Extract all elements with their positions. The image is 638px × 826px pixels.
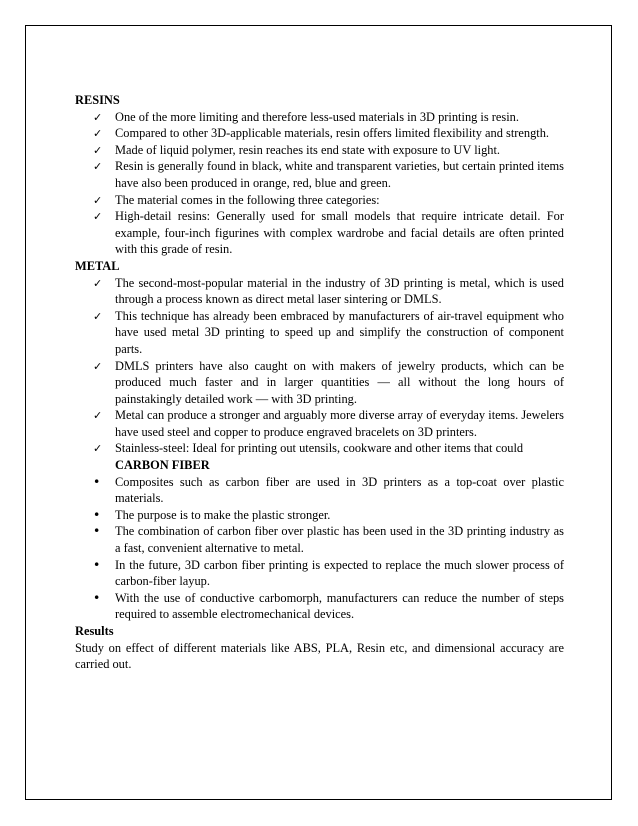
list-item: • In the future, 3D carbon fiber printing is expected to replace the much slower process of carbon-fiber layup. [75,557,564,590]
list-item: ✓ DMLS printers have also caught on with makers of jewelry products, which can be produced much faster and in larger quantities — all without the long hours of painstakingly detailed work — with 3D printing. [75,358,564,408]
list-item: ✓ This technique has already been embraced by manufacturers of air-travel equipment who have used metal 3D printing to speed up and simplify the construction of component parts. [75,308,564,358]
bullet-icon [93,523,100,540]
bullet-icon [93,557,100,574]
metal-list [75,275,564,474]
metal-heading: METAL [75,258,120,273]
list-item: ✓ The second-most-popular material in the industry of 3D printing is metal, which is used through a process known as direct metal laser sintering or DMLS. [75,275,564,308]
checkmark-icon [93,142,102,160]
checkmark-icon [93,125,102,143]
checkmark-icon [93,358,102,376]
carbon-fiber-heading: CARBON FIBER [115,458,210,473]
resins-heading: RESINS [75,93,120,107]
list-item: • With the use of conductive carbomorph, manufacturers can reduce the number of steps required to assemble electromechanical devices. [75,590,564,623]
carbon-fiber-list [75,474,564,623]
list-item: ✓ High-detail resins: Generally used for small models that require intricate detail. For example, four-inch figurines with complex wardrobe and facial details are often printed with this grade of resin. [75,208,564,258]
list-item: ✓ Stainless-steel: Ideal for printing out utensils, cookware and other items that could CARBON FIBER [75,440,564,473]
list-item: • The purpose is to make the plastic stronger. [75,507,564,524]
list-item: ✓ One of the more limiting and therefore less-used materials in 3D printing is resin. [75,109,564,126]
list-item: ✓ The material comes in the following three categories: [75,192,564,209]
list-item: • The combination of carbon fiber over plastic has been used in the 3D printing industry as a fast, convenient alternative to metal. [75,523,564,556]
bullet-icon [93,590,100,607]
bullet-icon [93,474,100,491]
resins-list [75,109,564,258]
list-item: ✓ Made of liquid polymer, resin reaches its end state with exposure to UV light. [75,142,564,159]
checkmark-icon [93,192,102,210]
document-body [75,92,564,673]
checkmark-icon [93,158,102,176]
list-item: • Composites such as carbon fiber are used in 3D printers as a top-coat over plastic materials. [75,474,564,507]
checkmark-icon [93,275,102,293]
checkmark-icon [93,407,102,425]
checkmark-icon [93,208,102,226]
list-item: ✓ Compared to other 3D-applicable materials, resin offers limited flexibility and strength. [75,125,564,142]
checkmark-icon [93,109,102,127]
checkmark-icon [93,308,102,326]
results-heading: Results [75,624,114,638]
checkmark-icon [93,440,102,458]
list-item: ✓ Resin is generally found in black, white and transparent varieties, but certain printed items have also been produced in orange, red, blue and green. [75,158,564,191]
bullet-icon [93,507,100,524]
list-item: ✓ Metal can produce a stronger and arguably more diverse array of everyday items. Jewelers have used steel and copper to produce engraved bracelets on 3D printers. [75,407,564,440]
results-text: Study on effect of different materials like ABS, PLA, Resin etc, and dimensional accuracy are carried out. [75,640,564,672]
